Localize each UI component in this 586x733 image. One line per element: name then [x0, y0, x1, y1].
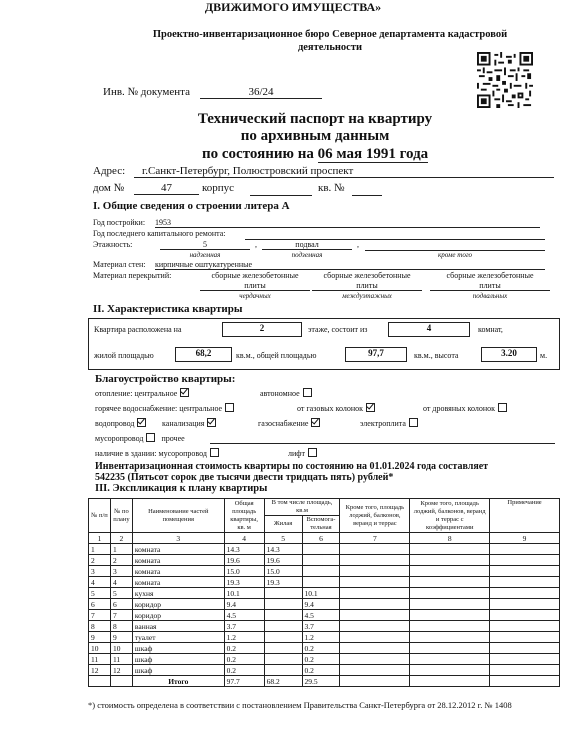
amenities-title: Благоустройство квартиры: — [95, 373, 236, 385]
lift-label: лифт — [288, 449, 305, 458]
th-balcony: Кроме того, площадь лоджий, балконов, веранд и террас — [340, 499, 410, 533]
cell-total: 14.3 — [224, 544, 264, 555]
column-number: 5 — [264, 533, 302, 544]
cell-empty — [490, 544, 560, 555]
table-row — [89, 643, 560, 654]
cap-base: подвальных — [472, 292, 508, 300]
cell-name: кухня — [132, 588, 224, 599]
section2-title: II. Характеристика квартиры — [93, 303, 243, 315]
sewer-checkbox[interactable] — [207, 418, 216, 427]
table-row — [89, 665, 560, 676]
explication-table — [88, 498, 560, 687]
cell-living — [264, 632, 302, 643]
cell-total: 0.2 — [224, 654, 264, 665]
floors-above: 5 — [160, 240, 250, 250]
section3-title: III. Экспликация к плану квартиры — [95, 483, 268, 494]
cell-aux: 0.2 — [302, 665, 340, 676]
cell-empty — [490, 588, 560, 599]
qr-code-icon — [477, 52, 533, 108]
floors-under: подвал — [262, 240, 352, 250]
column-number: 8 — [410, 533, 490, 544]
cell-total: 0.2 — [224, 665, 264, 676]
other-label: прочее — [161, 434, 185, 443]
cell-p: 4 — [110, 577, 132, 588]
cell-total: 10.1 — [224, 588, 264, 599]
cell-empty — [340, 588, 410, 599]
cell-aux: 10.1 — [302, 588, 340, 599]
title-line-1: Технический паспорт на квартиру — [197, 111, 433, 127]
cell-empty — [340, 599, 410, 610]
table-row — [89, 577, 560, 588]
cell-empty — [410, 577, 490, 588]
th-note: Примечание — [490, 499, 560, 533]
cap-under: подземная — [291, 251, 323, 259]
cell-name: комната — [132, 555, 224, 566]
heating-label: отопление: центральное — [95, 389, 178, 398]
cell-living: 14.3 — [264, 544, 302, 555]
table-row — [89, 632, 560, 643]
gas-row — [258, 418, 320, 428]
total-row — [89, 676, 560, 687]
total-value: 97,7 — [345, 347, 407, 362]
cell-n: 7 — [89, 610, 111, 621]
cell-total: 19.6 — [224, 555, 264, 566]
gascol-row — [297, 403, 375, 413]
cell-empty — [410, 555, 490, 566]
th-living: Жилая — [264, 516, 302, 533]
cell-empty — [410, 599, 490, 610]
inbuilding-row — [95, 448, 219, 458]
autonomous-row — [260, 388, 312, 398]
cell-empty — [340, 643, 410, 654]
chute-label: мусоропровод — [95, 434, 144, 443]
column-number: 6 — [302, 533, 340, 544]
explication-body — [89, 544, 560, 687]
th-incl: В том числе площадь, кв.м — [264, 499, 340, 516]
title-date: 06 мая 1991 года — [317, 146, 429, 162]
floor-value: 2 — [222, 322, 302, 337]
consists-label: этаже, состоит из — [308, 325, 368, 334]
cell-living — [264, 610, 302, 621]
cell-empty — [340, 566, 410, 577]
apt-value — [352, 182, 382, 196]
located-label: Квартира расположена на — [94, 325, 182, 334]
korpus-value — [250, 182, 312, 196]
cell-living — [264, 599, 302, 610]
height-label: кв.м., высота — [414, 351, 459, 360]
inv-label: Инв. № документа — [103, 86, 190, 98]
cell-p: 11 — [110, 654, 132, 665]
cell-empty — [490, 566, 560, 577]
gas-checkbox[interactable] — [311, 418, 320, 427]
cell-empty — [410, 665, 490, 676]
cell-empty — [490, 621, 560, 632]
cell-name: ванная — [132, 621, 224, 632]
year-label: Год постройки: — [93, 218, 146, 227]
living-label: жилой площадью — [94, 351, 154, 360]
cell-aux: 0.2 — [302, 654, 340, 665]
cell-n: 12 — [89, 665, 111, 676]
living-value: 68,2 — [175, 347, 232, 362]
column-number: 7 — [340, 533, 410, 544]
cell-living — [264, 643, 302, 654]
house-number: 47 — [134, 182, 199, 195]
column-number: 1 — [89, 533, 111, 544]
th-plan: № по плану — [110, 499, 132, 533]
cell-name: шкаф — [132, 654, 224, 665]
cell-empty — [490, 654, 560, 665]
cell-living — [264, 654, 302, 665]
cell-p: 1 — [110, 544, 132, 555]
mat-attic-2: плиты — [200, 281, 310, 291]
cell-name: коридор — [132, 599, 224, 610]
woodcol-row — [423, 403, 507, 413]
cell-name: коридор — [132, 610, 224, 621]
water-row — [95, 418, 146, 428]
mat-base-2: плиты — [430, 281, 550, 291]
heating-central-checkbox[interactable] — [180, 388, 189, 397]
bureau-line-1: Проектно-инвентаризационное бюро Северное департамента кадастровой — [152, 29, 508, 40]
hotwater-central-checkbox[interactable] — [225, 403, 234, 412]
water-label: водопровод — [95, 419, 135, 428]
column-number: 2 — [110, 533, 132, 544]
cell-p: 6 — [110, 599, 132, 610]
cell-empty — [89, 676, 111, 687]
hotwater-row — [95, 403, 234, 413]
column-number: 4 — [224, 533, 264, 544]
cell-total: 15.0 — [224, 566, 264, 577]
cap-besides: кроме того — [437, 251, 473, 259]
cell-n: 4 — [89, 577, 111, 588]
cell-total: 1.2 — [224, 632, 264, 643]
heating-row — [95, 388, 189, 398]
cap-above: надземная — [189, 251, 221, 259]
table-row — [89, 588, 560, 599]
valuation-line-2: 542235 (Пятьсот сорок две тысячи двести тридцать пять) рублей* — [95, 472, 394, 483]
other-value — [210, 433, 555, 444]
total-total: 97.7 — [224, 676, 264, 687]
last-repair-value — [245, 229, 545, 240]
cell-empty — [490, 577, 560, 588]
cell-living — [264, 588, 302, 599]
cell-total: 0.2 — [224, 643, 264, 654]
cell-living — [264, 621, 302, 632]
cell-aux — [302, 577, 340, 588]
cell-n: 9 — [89, 632, 111, 643]
height-value: 3.20 — [481, 347, 537, 362]
cell-p: 12 — [110, 665, 132, 676]
th-name: Наименование частей помещения — [132, 499, 224, 533]
cell-empty — [490, 599, 560, 610]
woodcol-checkbox[interactable] — [498, 403, 507, 412]
cell-n: 6 — [89, 599, 111, 610]
column-number-row — [89, 533, 560, 544]
mat-inter-1: сборные железобетонные — [323, 271, 411, 280]
cell-n: 11 — [89, 654, 111, 665]
stove-checkbox[interactable] — [409, 418, 418, 427]
cell-empty — [490, 643, 560, 654]
hotwater-label: горячее водоснабжение: центральное — [95, 404, 223, 413]
table-row — [89, 544, 560, 555]
header-top-title: ДВИЖИМОГО ИМУЩЕСТВА» — [204, 0, 382, 14]
cell-name: комната — [132, 544, 224, 555]
cell-total: 3.7 — [224, 621, 264, 632]
cell-empty — [340, 665, 410, 676]
floor-mat-label: Материал перекрытий: — [93, 271, 172, 280]
cell-aux — [302, 544, 340, 555]
chute-checkbox[interactable] — [146, 433, 155, 442]
woodcol-label: от дровяных колонок — [423, 404, 496, 413]
inv-number: 36/24 — [200, 86, 322, 99]
cell-aux — [302, 566, 340, 577]
cell-aux: 4.5 — [302, 610, 340, 621]
cell-empty — [410, 632, 490, 643]
cell-n: 5 — [89, 588, 111, 599]
sewer-row — [162, 418, 216, 428]
floors-label: Этажность: — [93, 240, 133, 249]
cell-total: 19.3 — [224, 577, 264, 588]
year-value: 1953 — [155, 218, 540, 228]
cell-p: 2 — [110, 555, 132, 566]
title-line-3 — [202, 146, 428, 163]
mat-attic-1: сборные железобетонные — [211, 271, 299, 280]
autonomous-label: автономное — [260, 389, 300, 398]
stove-row — [360, 418, 418, 428]
column-number: 9 — [490, 533, 560, 544]
cell-empty — [340, 610, 410, 621]
cell-empty — [340, 632, 410, 643]
apt-label: кв. № — [318, 182, 345, 194]
cell-total: 4.5 — [224, 610, 264, 621]
korpus-label: корпус — [202, 182, 235, 194]
cell-empty — [410, 610, 490, 621]
cell-empty — [490, 632, 560, 643]
th-num: № п/п — [89, 499, 111, 533]
cell-n: 3 — [89, 566, 111, 577]
cell-empty — [340, 544, 410, 555]
cell-empty — [410, 621, 490, 632]
cell-empty — [490, 665, 560, 676]
cell-empty — [410, 588, 490, 599]
gascol-checkbox[interactable] — [366, 403, 375, 412]
title-prefix: по состоянию на — [202, 146, 314, 162]
cell-aux: 0.2 — [302, 643, 340, 654]
inbuilding-chute-checkbox[interactable] — [210, 448, 219, 457]
table-row — [89, 610, 560, 621]
address-value: г.Санкт-Петербург, Полюстровский проспект — [134, 165, 554, 178]
total-living: 68.2 — [264, 676, 302, 687]
cell-living: 15.0 — [264, 566, 302, 577]
cell-empty — [410, 654, 490, 665]
gas-label: газоснабжение — [258, 419, 309, 428]
inbuilding-label: наличие в здании: мусоропровод — [95, 449, 207, 458]
cell-empty — [340, 676, 410, 687]
floors-besides — [365, 240, 545, 251]
cell-empty — [340, 555, 410, 566]
cell-p: 3 — [110, 566, 132, 577]
table-row — [89, 621, 560, 632]
cell-empty — [110, 676, 132, 687]
total-label: Итого — [132, 676, 224, 687]
walls-value: кирпичные оштукатуренные — [155, 260, 545, 270]
bureau-line-2: деятельности — [297, 42, 363, 53]
valuation-line-1: Инвентаризационная стоимость квартиры по состоянию на 01.01.2024 года составляет — [95, 461, 489, 472]
address-label: Адрес: — [93, 165, 126, 177]
section1-title: I. Общие сведения о строении литера А — [93, 200, 290, 212]
cell-empty — [490, 610, 560, 621]
sewer-label: канализация — [162, 419, 205, 428]
th-total: Общая площадь квартиры, кв. м — [224, 499, 264, 533]
house-label: дом № — [93, 182, 125, 194]
cell-name: шкаф — [132, 665, 224, 676]
th-aux: Вспомога-тельная — [302, 516, 340, 533]
th-balcony-coef: Кроме того, площадь лоджий, балконов, веранд и террас с коэффициентами — [410, 499, 490, 533]
cell-empty — [410, 544, 490, 555]
cell-name: шкаф — [132, 643, 224, 654]
cell-name: комната — [132, 577, 224, 588]
rooms-value: 4 — [388, 322, 470, 337]
cell-empty — [410, 566, 490, 577]
cell-empty — [410, 676, 490, 687]
cell-n: 10 — [89, 643, 111, 654]
cell-empty — [340, 654, 410, 665]
walls-label: Материал стен: — [93, 260, 146, 269]
table-row — [89, 599, 560, 610]
autonomous-checkbox[interactable] — [303, 388, 312, 397]
cell-aux: 9.4 — [302, 599, 340, 610]
cell-aux — [302, 555, 340, 566]
footnote: *) стоимость определена в соответствии с постановлением Правительства Санкт-Петербурга от 28.12.2012 г. № 1408 — [88, 700, 512, 710]
cell-p: 5 — [110, 588, 132, 599]
height-unit: м. — [540, 351, 548, 360]
total-aux: 29.5 — [302, 676, 340, 687]
chute-row — [95, 433, 185, 443]
cell-p: 8 — [110, 621, 132, 632]
cell-n: 2 — [89, 555, 111, 566]
cell-name: туалет — [132, 632, 224, 643]
cell-aux: 1.2 — [302, 632, 340, 643]
last-repair-label: Год последнего капитального ремонта: — [93, 229, 226, 238]
cell-n: 8 — [89, 621, 111, 632]
column-number: 3 — [132, 533, 224, 544]
cell-p: 7 — [110, 610, 132, 621]
cap-inter: междуэтажных — [342, 292, 392, 300]
stove-label: электроплита — [360, 419, 406, 428]
table-row — [89, 555, 560, 566]
cell-living: 19.3 — [264, 577, 302, 588]
water-checkbox[interactable] — [137, 418, 146, 427]
cell-aux: 3.7 — [302, 621, 340, 632]
cell-empty — [490, 676, 560, 687]
cap-attic: чердачных — [239, 292, 271, 300]
cell-empty — [340, 577, 410, 588]
cell-p: 9 — [110, 632, 132, 643]
cell-name: комната — [132, 566, 224, 577]
gascol-label: от газовых колонок — [297, 404, 364, 413]
title-line-2: по архивным данным — [240, 128, 390, 144]
table-row — [89, 654, 560, 665]
cell-total: 9.4 — [224, 599, 264, 610]
cell-p: 10 — [110, 643, 132, 654]
document-page: ДВИЖИМОГО ИМУЩЕСТВА» Проектно-инвентаризационное бюро Северное департамента кадастровой деятельности Инв. № документа 36/24 Технический паспорт на квартиру по архивным данным по состоянию на 06 мая 1991 года Адрес: г.Санкт-Петербург, Полюстровский проспект дом № 47 корпус кв. № I. Общие сведения о строении литера А Год постройки: 1953 Год последнего капитального ремонта: Этажность: 5 , подвал , надземная подземная кроме того Материал стен: кирпичные оштукатуренные Материал перекрытий: сборные железобетонные плиты сборные железобетонные плиты сборные железобетонные плиты чердачных междуэтажных подвальных II. Характеристика квартиры Квартира расположена на 2 этаже, состоит из 4 комнат, жилой площадью 68,2 кв.м., общей площадью 97,7 кв.м., высота 3.20 м. Благоустройство квартиры: отопление: центральное автономное горячее водоснабжение: центральное от газовых колонок от дровяных колонок водопровод канализация газоснабжение электроплита мусоропровод прочее наличие в здании: мусоропровод лифт Инвентаризационная стоимость квартиры по состоянию на 01.01.2024 года составляет 542235 (Пятьсот сорок две тысячи двести тридцать пять) рублей* III. Экспликация к плану квартиры № п/п № по плану Наименование частей помещения Общая площадь квартиры, кв. м В том числе площадь, кв.м Кроме того, площадь лоджий, балконов, веранд и террас Кроме того, площадь лоджий, балконов, веранд и террас с коэффициентами Примечание Жилая Вспомога-тельная 1 2 3 4 5 6 7 8 9 1 1 комната 14.3 14.3 2 2 комната 19.6 19.6 3 3 комната 15.0 15.0 4 4 комната 19.3 19.3 5 5 кухня 10.1 10.1 6 6 коридор 9.4 9.4 7 7 коридор 4.5 4.5 8 8 ванная 3.7 3.7 9 9 туалет 1.2 1.2 10 10 шкаф 0.2 0.2 11 11 шкаф 0.2 0.2 12 12 шкаф 0.2 0.2 Итого 97.7 68.2 29.5 *) стоимость определена в соответствии с постановлением Правительства Санкт-Петербурга от 28.12.2012 г. № 1408 — [0, 0, 586, 733]
cell-living: 19.6 — [264, 555, 302, 566]
cell-empty — [490, 555, 560, 566]
cell-empty — [340, 621, 410, 632]
rooms-unit: комнат, — [478, 325, 503, 334]
cell-n: 1 — [89, 544, 111, 555]
total-label: кв.м., общей площадью — [236, 351, 317, 360]
lift-checkbox[interactable] — [308, 448, 317, 457]
table-row — [89, 566, 560, 577]
cell-living — [264, 665, 302, 676]
mat-base-1: сборные железобетонные — [446, 271, 534, 280]
lift-row — [288, 448, 317, 458]
mat-inter-2: плиты — [312, 281, 422, 291]
cell-empty — [410, 643, 490, 654]
